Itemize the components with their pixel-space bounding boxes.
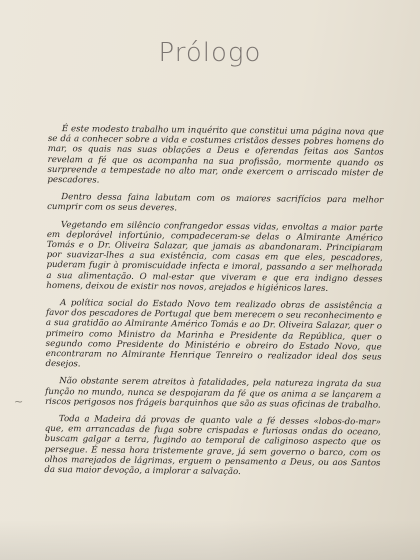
paragraph: A política social do Estado Novo tem realizado obras de assistência a favor dos pescadores de Portugal que bem merecem o seu reconhecimento e a sua gratidão ao Almirante Américo Tomás e ao Dr. Oliveira Salazar, quer o primeiro como Ministro da Marinha e Presidente da República, quer o segundo como Presidente do Ministério e obreiro do Estado Novo, que encontraram no Almirante Henrique Tenreiro o realizador ideal dos seus desejos. <box>45 298 383 370</box>
paragraph: Dentro dessa faina labutam com os maiores sacrifícios para melhor cumprir com os seus deveres. <box>47 192 384 214</box>
paragraph: Toda a Madeira dá provas de quanto vale a fé desses «lobos-do-mar» que, em arrancadas de fuga sobre crispadas e furiosas ondas do oceano, buscam galgar a terra, fugindo ao temporal de caliginoso aspecto que os persegue. É nessa hora tristemente grave, já sem governo o barco, com os olhos marejados de lágrimas, erguem o pensamento a Deus, ou aos Santos da sua maior devoção, a implorar a salvação. <box>44 414 381 478</box>
margin-pencil-mark: ~ <box>14 395 24 408</box>
page-shadow <box>0 520 420 560</box>
chapter-body <box>44 124 384 486</box>
paragraph: Vegetando em silêncio confrangedor essas vidas, envoltas a maior parte em deplorável infortúnio, compadeceram-se delas o Almirante Américo Tomás e o Dr. Oliveira Salazar, que jamais as abandonaram. Principiaram por suavizar-lhes a sua existência, com casas em que eles, pescadores, puderam fugir à promiscuidade infecta e imoral, passando a ser melhorada a sua alimentação. O mal-estar que viveram e que era indigno desses homens, deixou de existir nos novos, arejados e higiénicos lares. <box>46 219 383 294</box>
paragraph: Não obstante serem atreitos à fatalidades, pela natureza ingrata da sua função no mundo, nunca se despojaram da fé que os anima a se lançarem a riscos perigosos nos frágeis barquinhos que são as suas oficinas de trabalho. <box>45 376 382 411</box>
chapter-title: Prólogo <box>158 38 262 68</box>
paragraph: É este modesto trabalho um inquérito que constitui uma página nova que se dá a conhecer sobre a vida e costumes cristãos desses pobres homens do mar, os quais nas suas oblações a Deus e oferendas feitas aos Santos revelam a fé que os acompanha na sua profissão, mormente quando os surpreende a tempestade no alto mar, onde exercem o arriscado mister de pescadores. <box>47 124 384 186</box>
